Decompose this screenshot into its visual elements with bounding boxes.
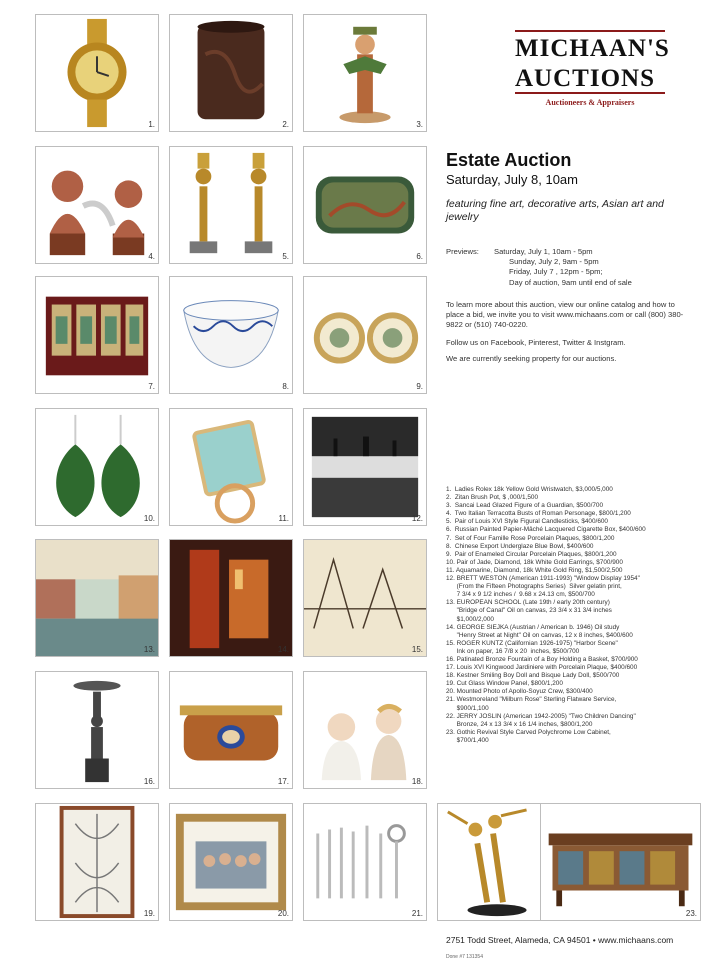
lot-photo-jardiniere — [169, 671, 293, 789]
lot-photo-aquamarine-ring — [169, 408, 293, 526]
auction-title: Estate Auction — [446, 150, 572, 170]
footer-code: Done #7 131354 — [446, 954, 483, 960]
michaans-logo — [515, 30, 670, 110]
lot-list-item: 8. Chinese Export Underglaze Blue Bowl, $400/600 — [446, 542, 594, 550]
lot-number: 6. — [416, 252, 423, 261]
preview-schedule — [446, 247, 632, 288]
follow-text: Follow us on Facebook, Pinterest, Twitter & Instgram. — [446, 338, 626, 347]
lot-number: 15. — [411, 645, 423, 654]
lot-list-item: 4. Two Italian Terracotta Busts of Roman Personage, $800/1,200 — [446, 510, 631, 518]
preview-line: Day of auction, 9am until end of sale — [509, 277, 632, 287]
lot-image — [304, 15, 426, 131]
lot-photo-blue-bowl — [169, 276, 293, 394]
lot-list-item: 21. Westmoreland "Milburn Rose" Sterling Flatware Service, — [446, 696, 617, 704]
lot-image — [36, 409, 158, 525]
lot-photo-window-display-photo — [303, 408, 427, 526]
lot-image — [170, 540, 292, 656]
preview-line: Saturday, July 1, 10am - 5pm — [494, 247, 593, 256]
lot-list-item: 13. EUROPEAN SCHOOL (Late 19th / early 20th century) — [446, 599, 610, 607]
lot-image — [541, 804, 700, 920]
lot-list-item: (From the Fifteen Photographs Series) Silver gelatin print, — [446, 583, 622, 591]
logo-tagline: Auctioneers & Appraisers — [545, 98, 635, 107]
lot-list-item: 6. Russian Painted Papier-Mâché Lacquered Cigarette Box, $400/600 — [446, 526, 646, 534]
lot-number: 21. — [411, 909, 423, 918]
lot-number: 17. — [277, 777, 289, 786]
lot-image — [170, 409, 292, 525]
lot-list-item: "Bridge of Canal" Oil on canvas, 23 3/4 x 31 3/4 inches — [446, 607, 612, 615]
preview-label: Previews: — [446, 247, 479, 256]
logo-rule-top — [515, 30, 665, 32]
auction-date: Saturday, July 8, 10am — [446, 172, 578, 187]
lot-photo-circular-plaques — [303, 276, 427, 394]
lot-image — [304, 672, 426, 788]
lot-number: 12. — [411, 514, 423, 523]
lot-list-item: 10. Pair of Jade, Diamond, 18k White Gold Earrings, $700/900 — [446, 558, 623, 566]
auction-featuring: featuring fine art, decorative arts, Asian art and jewelry — [446, 198, 664, 223]
lot-list-item: Bronze, 24 x 13 3/4 x 16 1/4 inches, $800/1,200 — [446, 720, 593, 728]
lot-number: 19. — [143, 909, 155, 918]
lot-image — [170, 15, 292, 131]
lot-number: 13. — [143, 645, 155, 654]
lot-number: 16. — [143, 777, 155, 786]
lot-photo-dolls — [303, 671, 427, 789]
lot-list-item: 12. BRETT WESTON (American 1911-1993) "Window Display 1954" — [446, 575, 640, 583]
lot-photo-brush-pot — [169, 14, 293, 132]
lot-list-item: 3. Sancai Lead Glazed Figure of a Guardian, $500/700 — [446, 502, 604, 510]
lot-list-item: 16. Patinated Bronze Fountain of a Boy Holding a Basket, $700/900 — [446, 655, 638, 663]
lot-image — [170, 804, 292, 920]
learn-more-text: To learn more about this auction, view our online catalog and how to place a bid, we invite you to visit www.michaans.com or call (800) 380-9822 or (510) 740-0220. — [446, 300, 684, 330]
lot-photo-flatware-service — [303, 803, 427, 921]
lot-list-item: 14. GEORGE SIEJKA (Austrian / American b. 1946) Oil study — [446, 623, 620, 631]
lot-list-item: "Henry Street at Night" Oil on canvas, 12 x 8 inches, $400/600 — [446, 631, 633, 639]
lot-image — [36, 277, 158, 393]
lot-list-item: 7 3/4 x 9 1/2 inches / 9.68 x 24.13 cm, $500/700 — [446, 591, 595, 599]
lot-photo-candlesticks — [169, 146, 293, 264]
lot-list-item: 9. Pair of Enameled Circular Porcelain Plaques, $800/1,200 — [446, 550, 617, 558]
lot-photo-jade-earrings — [35, 408, 159, 526]
lot-photo-terracotta-busts — [35, 146, 159, 264]
lot-list-item: 5. Pair of Louis XVI Style Figural Candlesticks, $400/600 — [446, 518, 608, 526]
lot-image — [36, 672, 158, 788]
lot-image — [36, 15, 158, 131]
lot-photo-gold-wristwatch — [35, 14, 159, 132]
lot-photo-glass-window-panel — [35, 803, 159, 921]
lot-photo-cigarette-box — [303, 146, 427, 264]
lot-number: 5. — [282, 252, 289, 261]
lot-photo-porcelain-plaques-screen — [35, 276, 159, 394]
lot-list-item: 23. Gothic Revival Style Carved Polychrome Low Cabinet, — [446, 728, 611, 736]
lot-number: 7. — [148, 382, 155, 391]
seeking-text: We are currently seeking property for our auctions. — [446, 354, 617, 363]
lot-photo-canal-painting — [35, 539, 159, 657]
lot-list-item: Ink on paper, 16 7/8 x 20 inches, $500/700 — [446, 647, 580, 655]
lot-number: 2. — [282, 120, 289, 129]
lot-image — [36, 147, 158, 263]
preview-line: Sunday, July 2, 9am - 5pm — [509, 257, 599, 267]
lot-number: 20. — [277, 909, 289, 918]
lot-list-item: $900/1,100 — [446, 704, 489, 712]
footer-address: 2751 Todd Street, Alameda, CA 94501 • www.michaans.com — [446, 935, 674, 945]
lot-image — [170, 672, 292, 788]
lot-photo-bronze-fountain — [35, 671, 159, 789]
lot-list-item: 1. Ladies Rolex 18k Yellow Gold Wristwatch, $3,000/5,000 — [446, 486, 613, 493]
lot-photo-low-cabinet — [540, 803, 701, 921]
lot-image — [304, 277, 426, 393]
logo-line2: AUCTIONS — [515, 65, 655, 92]
preview-line: Friday, July 7 , 12pm - 5pm; — [509, 267, 603, 277]
lot-image — [36, 804, 158, 920]
lot-number: 23. — [685, 909, 697, 918]
lot-number: 8. — [282, 382, 289, 391]
lot-number: 3. — [416, 120, 423, 129]
logo-line1: MICHAAN'S — [515, 35, 670, 62]
lot-photo-crew-photo — [169, 803, 293, 921]
lot-list-item: 2. Zitan Brush Pot, $ ,000/1,500 — [446, 494, 539, 502]
lot-number: 18. — [411, 777, 423, 786]
logo-rule-bottom — [515, 92, 665, 94]
lot-list-item: 18. Kestner Smiling Boy Doll and Bisque Lady Doll, $500/700 — [446, 672, 620, 680]
lot-image — [304, 147, 426, 263]
lot-number: 10. — [143, 514, 155, 523]
lot-list-item: $1,000/2,000 — [446, 615, 494, 623]
lot-image — [36, 540, 158, 656]
lot-list-item: $700/1,400 — [446, 736, 489, 744]
lot-list-item: 17. Louis XVI Kingwood Jardiniere with Porcelain Plaque, $400/600 — [446, 664, 638, 672]
lot-list-item: 22. JERRY JOSLIN (American 1942-2005) "Two Children Dancing" — [446, 712, 636, 720]
lot-list-item: 11. Aquamarine, Diamond, 18k White Gold Ring, $1,500/2,500 — [446, 566, 623, 574]
lot-image — [304, 540, 426, 656]
lot-list-item: 19. Cut Glass Window Panel, $800/1,200 — [446, 680, 563, 688]
lot-image — [170, 147, 292, 263]
lot-number: 1. — [148, 120, 155, 129]
lot-image — [170, 277, 292, 393]
lot-list-item: 7. Set of Four Famille Rose Porcelain Plaques, $800/1,200 — [446, 534, 615, 542]
lot-list-item: 15. ROGER KUNTZ (Californian 1926-1975) "Harbor Scene" — [446, 639, 618, 647]
lot-list — [446, 486, 694, 745]
lot-number: 4. — [148, 252, 155, 261]
lot-photo-harbor-drawing — [303, 539, 427, 657]
lot-image — [304, 409, 426, 525]
lot-photo-guardian-figure — [303, 14, 427, 132]
lot-image — [304, 804, 426, 920]
lot-photo-street-painting — [169, 539, 293, 657]
lot-number: 11. — [278, 514, 289, 523]
lot-number: 9. — [416, 382, 423, 391]
lot-number: 14. — [277, 645, 289, 654]
lot-list-item: 20. Mounted Photo of Apollo-Soyuz Crew, $300/400 — [446, 688, 593, 696]
